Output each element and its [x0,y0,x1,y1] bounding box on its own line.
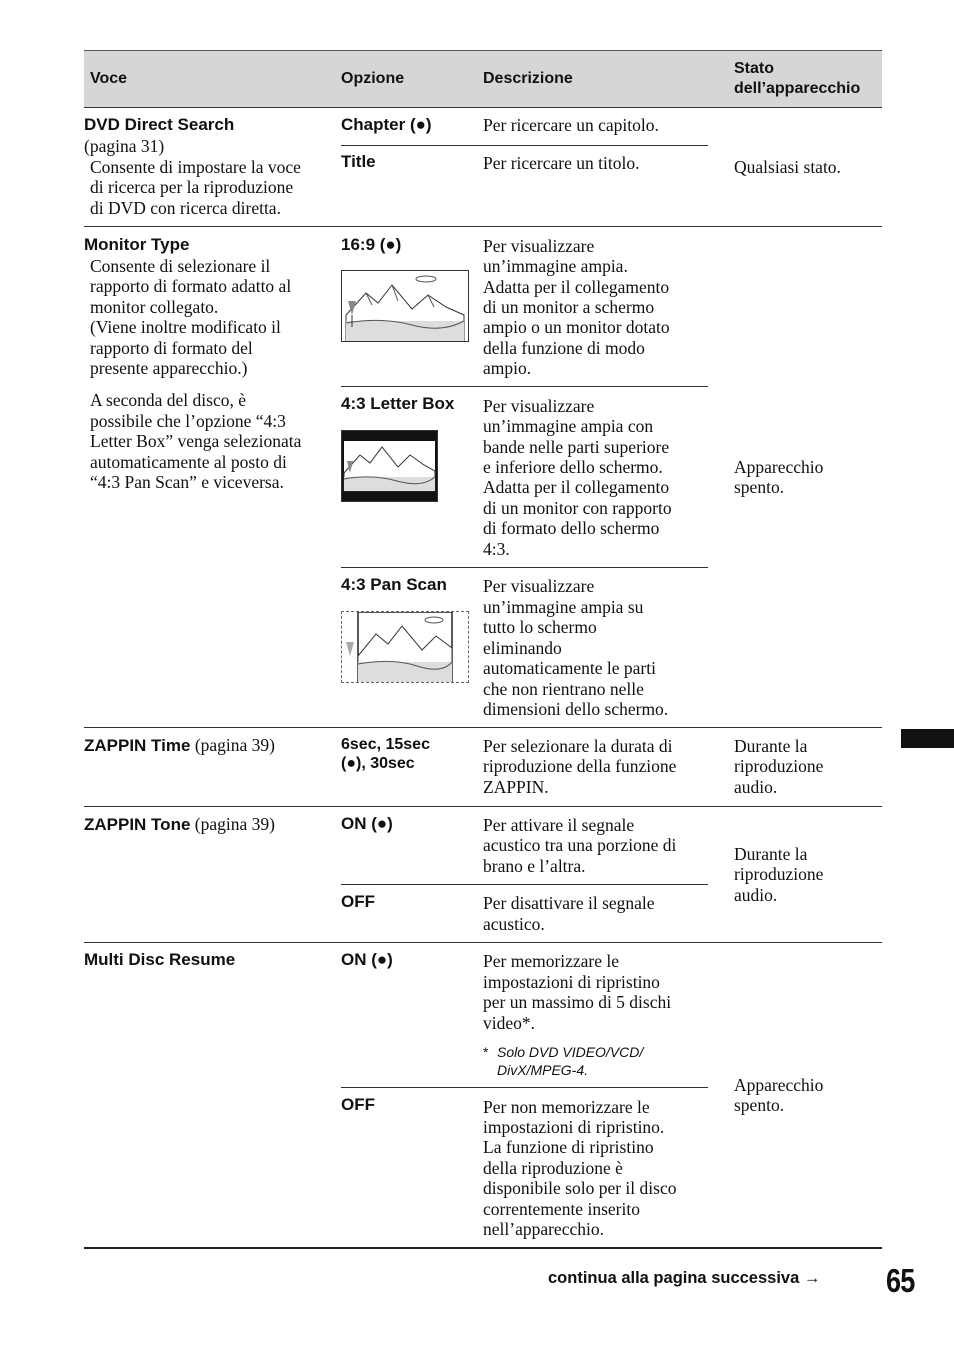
option-divider [341,567,708,568]
multi-off-desc-line: correntemente inserito [483,1199,640,1219]
page-number: 65 [886,1262,915,1299]
monitor-note-line: Letter Box” venga selezionata [90,431,302,451]
dvd-state: Qualsiasi stato. [734,157,841,177]
opt-letter-box-desc-line: 4:3. [483,539,510,559]
dvd-desc-line: di DVD con ricerca diretta. [90,198,281,218]
opt-pan-scan-desc-line: automaticamente le parti [483,658,656,678]
wide-screen-illustration [341,270,469,342]
option-title-desc: Per ricercare un titolo. [483,153,640,173]
item-zappin-time-label: ZAPPIN Time [84,736,191,755]
zappin-tone-on-desc-line: brano e l’altra. [483,856,586,876]
zappin-tone-on-desc-line: acustico tra una porzione di [483,835,677,855]
monitor-desc-line: (Viene inoltre modificato il [90,317,281,337]
monitor-desc-line: rapporto di formato del [90,338,253,358]
option-divider [341,1087,708,1088]
opt-pan-scan-desc-line: Per visualizzare [483,576,595,596]
option-zappin-tone-on: ON (●) [341,814,393,833]
zappin-tone-state: Durante la [734,844,808,864]
multi-off-desc-line: impostazioni di ripristino. [483,1117,665,1137]
opt-letter-box-desc-line: un’immagine ampia con [483,416,654,436]
option-zappin-tone-off: OFF [341,892,375,911]
option-divider [341,386,708,387]
item-zappin-tone-label: ZAPPIN Tone [84,815,191,834]
footnote-line: DivX/MPEG-4. [497,1062,589,1078]
opt-pan-scan-desc-line: che non rientrano nelle [483,679,644,699]
option-chapter-desc: Per ricercare un capitolo. [483,115,659,135]
opt-letter-box-desc-line: di un monitor con rapporto [483,498,672,518]
multi-on-desc-line: video*. [483,1013,536,1033]
column-header-descrizione: Descrizione [483,70,573,87]
monitor-state: spento. [734,477,785,497]
zappin-time-state: riproduzione [734,756,824,776]
opt-16-9-desc-line: ampio o un monitor dotato [483,317,670,337]
opt-letter-box-desc-line: di formato dello schermo [483,518,660,538]
opt-pan-scan-desc-line: eliminando [483,638,562,658]
row-divider [84,806,882,807]
monitor-desc-line: presente apparecchio.) [90,358,248,378]
table-header [84,50,882,108]
column-header-stato-1: Stato [734,60,774,77]
item-multi-disc-resume: Multi Disc Resume [84,950,236,969]
zappin-time-desc-line: Per selezionare la durata di [483,736,673,756]
item-dvd-direct-search: DVD Direct Search [84,115,235,134]
item-monitor-type: Monitor Type [84,235,190,254]
zappin-time-desc-line: riproduzione della funzione [483,756,677,776]
monitor-desc-line: monitor collegato. [90,297,219,317]
zappin-tone-off-desc-line: Per disattivare il segnale [483,893,655,913]
multi-on-desc-line: impostazioni di ripristino [483,972,660,992]
column-header-stato-2: dell’apparecchio [734,80,861,97]
opt-16-9-desc-line: della funzione di modo [483,338,645,358]
opt-letter-box-desc-line: bande nelle parti superiore [483,437,670,457]
multi-off-desc-line: nell’apparecchio. [483,1219,604,1239]
row-divider [84,226,882,227]
header-divider [84,107,882,108]
dvd-desc-line: Consente di impostare la voce [90,157,301,177]
multi-off-desc-line: della riproduzione è [483,1158,623,1178]
opt-16-9-desc-line: Adatta per il collegamento [483,277,670,297]
option-chapter: Chapter (●) [341,115,432,134]
option-multi-off: OFF [341,1095,375,1114]
option-zappin-time-1: 6sec, 15sec [341,736,430,753]
monitor-note-line: automaticamente al posto di [90,452,287,472]
zappin-time-desc-line: ZAPPIN. [483,777,549,797]
opt-pan-scan-desc-line: dimensioni dello schermo. [483,699,669,719]
monitor-desc-line: rapporto di formato adatto al [90,276,292,296]
dvd-desc-line: (pagina 31) [84,136,165,156]
footnote-mark: * [483,1044,489,1060]
multi-on-desc-line: per un massimo di 5 dischi [483,992,672,1012]
zappin-tone-state: audio. [734,885,778,905]
monitor-state: Apparecchio [734,457,824,477]
opt-letter-box-desc-line: e inferiore dello schermo. [483,457,663,477]
multi-on-desc-line: Per memorizzare le [483,951,620,971]
monitor-note-line: “4:3 Pan Scan” e viceversa. [90,472,284,492]
multi-off-desc-line: disponibile solo per il disco [483,1178,677,1198]
footnote-line: Solo DVD VIDEO/VCD/ [497,1044,644,1060]
zappin-tone-on-desc-line: Per attivare il segnale [483,815,635,835]
option-divider [341,145,708,146]
column-header-opzione: Opzione [341,70,405,87]
option-letter-box: 4:3 Letter Box [341,394,455,413]
option-title: Title [341,152,376,171]
item-zappin-tone-ref: (pagina 39) [190,814,275,834]
option-16-9: 16:9 (●) [341,235,402,254]
option-multi-on: ON (●) [341,950,393,969]
opt-pan-scan-desc-line: un’immagine ampia su [483,597,644,617]
dvd-desc-line: di ricerca per la riproduzione [90,177,294,197]
continue-note: continua alla pagina successiva → [548,1269,821,1287]
zappin-tone-off-desc-line: acustico. [483,914,545,934]
opt-16-9-desc-line: un’immagine ampia. [483,256,628,276]
multi-off-desc-line: La funzione di ripristino [483,1137,654,1157]
zappin-tone-state: riproduzione [734,864,824,884]
item-zappin-tone [84,814,275,835]
multi-off-desc-line: Per non memorizzare le [483,1097,650,1117]
letter-box-illustration [341,430,438,502]
pan-scan-illustration [341,611,469,683]
row-divider [84,727,882,728]
section-tab-marker [901,729,954,748]
item-zappin-time [84,735,275,756]
opt-letter-box-desc-line: Adatta per il collegamento [483,477,670,497]
monitor-note-line: A seconda del disco, è [90,390,246,410]
zappin-time-state: Durante la [734,736,808,756]
column-header-voce: Voce [90,70,128,87]
monitor-desc-line: Consente di selezionare il [90,256,271,276]
option-pan-scan: 4:3 Pan Scan [341,575,447,594]
table-bottom-border [84,1247,882,1249]
zappin-time-state: audio. [734,777,778,797]
option-zappin-time-2: (●), 30sec [341,755,415,772]
option-divider [341,884,708,885]
multi-state: Apparecchio [734,1075,824,1095]
opt-16-9-desc-line: di un monitor a schermo [483,297,655,317]
opt-pan-scan-desc-line: tutto lo schermo [483,617,597,637]
monitor-note-line: possibile che l’opzione “4:3 [90,411,286,431]
row-divider [84,942,882,943]
opt-16-9-desc-line: ampio. [483,358,532,378]
opt-letter-box-desc-line: Per visualizzare [483,396,595,416]
item-zappin-time-ref: (pagina 39) [190,735,275,755]
multi-state: spento. [734,1095,785,1115]
opt-16-9-desc-line: Per visualizzare [483,236,595,256]
